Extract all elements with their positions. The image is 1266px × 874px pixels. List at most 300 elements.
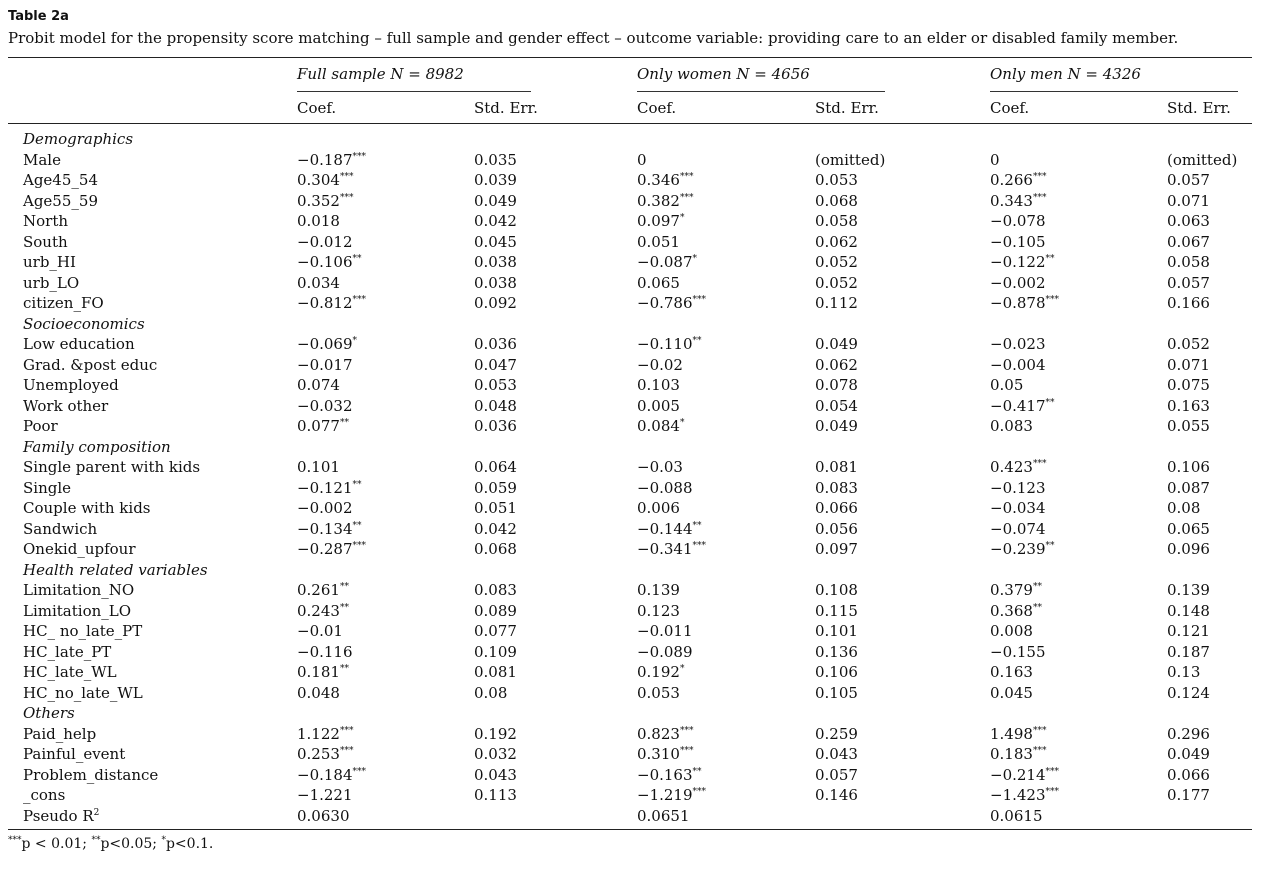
std-err-cell: 0.062 xyxy=(815,355,858,374)
row-label xyxy=(8,150,297,171)
coef-value: 0.018 xyxy=(297,212,340,230)
coef-value: −0.106 xyxy=(297,253,353,271)
coef-cell xyxy=(990,519,1167,540)
std-err-cell: 0.068 xyxy=(815,191,858,210)
row-label-text: Limitation_LO xyxy=(23,601,132,620)
coef-cell xyxy=(297,457,474,478)
coef-cell xyxy=(297,621,474,642)
coef-value: −0.214 xyxy=(990,765,1046,784)
coef-cell xyxy=(297,498,474,519)
std-err-cell: 0.042 xyxy=(474,212,517,230)
std-err-cell: (omitted) xyxy=(815,150,886,169)
coef-value: 0.343 xyxy=(990,191,1033,210)
coef-value: 0.379 xyxy=(990,581,1033,599)
coef-value: 0.084 xyxy=(637,417,680,435)
significance-stars: *** xyxy=(339,746,354,756)
coef-value: −0.121 xyxy=(297,478,353,497)
coef-cell xyxy=(990,498,1167,519)
row-label xyxy=(8,621,297,642)
std-err-cell: 0.039 xyxy=(474,171,517,189)
coef-cell xyxy=(637,765,815,786)
coef-value: −0.110 xyxy=(637,335,693,353)
std-err-cell: 0.038 xyxy=(474,253,517,271)
section-heading: Health related variables xyxy=(23,560,208,579)
col-header-se-full: Std. Err. xyxy=(474,99,538,117)
coef-cell xyxy=(637,806,815,827)
coef-cell xyxy=(297,580,474,601)
coef-cell xyxy=(297,232,474,253)
row-label-text: Sandwich xyxy=(23,519,98,538)
coef-cell xyxy=(637,621,815,642)
significance-stars: *** xyxy=(1032,725,1047,736)
row-label xyxy=(8,375,297,396)
std-err-cell: 0.068 xyxy=(474,540,517,558)
coef-value: −0.011 xyxy=(637,622,693,640)
significance-stars: *** xyxy=(352,766,367,777)
coef-value: 0.0630 xyxy=(297,806,350,825)
std-err-cell: 0.047 xyxy=(474,355,517,374)
table-row xyxy=(8,662,1252,683)
std-err-cell: 0.089 xyxy=(474,601,517,620)
coef-value: −0.002 xyxy=(990,273,1046,292)
coef-cell xyxy=(990,375,1167,396)
significance-stars: *** xyxy=(679,725,694,736)
group-rule-women xyxy=(637,91,885,92)
coef-cell xyxy=(990,806,1167,827)
coef-value: 0.051 xyxy=(637,232,680,251)
std-err-cell: 0.053 xyxy=(474,376,517,394)
std-err-cell: 0.124 xyxy=(1167,683,1210,702)
section-row xyxy=(8,560,1252,581)
row-label xyxy=(8,724,297,745)
coef-cell xyxy=(297,375,474,396)
std-err-cell: 0.166 xyxy=(1167,294,1210,312)
footnote-star-3: *** xyxy=(8,835,22,846)
row-label xyxy=(8,293,297,314)
coef-cell xyxy=(990,621,1167,642)
coef-cell xyxy=(990,211,1167,232)
coef-cell xyxy=(637,396,815,417)
coef-cell xyxy=(990,539,1167,560)
coef-value: −0.088 xyxy=(637,478,693,497)
table-row xyxy=(8,683,1252,704)
section-heading: Demographics xyxy=(23,130,134,148)
coef-value: −1.423 xyxy=(990,786,1046,804)
coef-value: −0.078 xyxy=(990,212,1046,230)
coef-cell xyxy=(637,191,815,212)
table-row xyxy=(8,498,1252,519)
table-row xyxy=(8,293,1252,314)
bottom-rule xyxy=(8,829,1252,830)
coef-value: 0.243 xyxy=(297,601,340,620)
coef-value: −1.219 xyxy=(637,786,693,804)
std-err-cell: 0.049 xyxy=(1167,745,1210,763)
coef-value: −0.087 xyxy=(637,253,693,271)
col-header-coef-women: Coef. xyxy=(637,99,677,117)
coef-cell xyxy=(637,273,815,294)
footnote-star-1: * xyxy=(161,835,166,846)
coef-value: 0.074 xyxy=(297,376,340,394)
col-header-se-men: Std. Err. xyxy=(1167,99,1231,117)
row-label-text: urb_HI xyxy=(23,253,76,271)
footnote-text-3: p<0.1. xyxy=(165,836,214,852)
std-err-cell: 0.055 xyxy=(1167,417,1210,435)
row-label xyxy=(8,539,297,560)
coef-cell xyxy=(297,252,474,273)
coef-value: 0.097 xyxy=(637,212,680,230)
std-err-cell: 0.064 xyxy=(474,458,517,476)
std-err-cell: 0.08 xyxy=(474,683,508,702)
coef-value: −0.417 xyxy=(990,396,1046,415)
std-err-cell: 0.052 xyxy=(1167,335,1210,353)
significance-stars: *** xyxy=(679,172,694,182)
significance-stars: ** xyxy=(339,582,349,592)
row-label-text: Single xyxy=(23,478,72,497)
table-row xyxy=(8,150,1252,171)
row-label-text: citizen_FO xyxy=(23,294,104,312)
significance-stars: ** xyxy=(352,254,362,264)
coef-cell xyxy=(297,150,474,171)
coef-value: −0.032 xyxy=(297,396,353,415)
coef-value: −1.221 xyxy=(297,786,353,804)
table-row xyxy=(8,539,1252,560)
std-err-cell: 0.049 xyxy=(474,191,517,210)
coef-value: −0.187 xyxy=(297,150,353,169)
row-label-text: Poor xyxy=(23,417,58,435)
std-err-cell: 0.067 xyxy=(1167,232,1210,251)
coef-value: −0.023 xyxy=(990,335,1046,353)
group-rule-full-sample xyxy=(297,91,531,92)
table-row xyxy=(8,457,1252,478)
significance-stars: *** xyxy=(339,725,354,736)
std-err-cell: 0.071 xyxy=(1167,191,1210,210)
std-err-cell: 0.057 xyxy=(1167,273,1210,292)
std-err-cell: 0.056 xyxy=(815,519,858,538)
std-err-cell: 0.032 xyxy=(474,745,517,763)
coef-cell xyxy=(990,662,1167,683)
coef-cell xyxy=(297,785,474,806)
std-err-cell xyxy=(474,806,637,827)
row-label xyxy=(8,457,297,478)
col-header-se-women: Std. Err. xyxy=(815,99,879,117)
coef-cell xyxy=(637,150,815,171)
row-label-text: HC_ no_late_PT xyxy=(23,622,143,640)
significance-stars: ** xyxy=(1045,397,1055,408)
row-label-text: Male xyxy=(23,150,61,169)
header-rule xyxy=(8,123,1252,124)
coef-cell xyxy=(297,683,474,704)
row-label xyxy=(8,519,297,540)
coef-cell xyxy=(990,785,1167,806)
coef-cell xyxy=(637,457,815,478)
row-label xyxy=(8,642,297,663)
coef-value: −0.155 xyxy=(990,642,1046,661)
std-err-cell: 0.087 xyxy=(1167,478,1210,497)
coef-value: 0.183 xyxy=(990,745,1033,763)
significance-stars: ** xyxy=(352,479,362,490)
coef-cell xyxy=(297,191,474,212)
row-label-text: Grad. &post educ xyxy=(23,355,158,374)
table-row xyxy=(8,478,1252,499)
coef-value: −0.069 xyxy=(297,335,353,353)
std-err-cell: 0.092 xyxy=(474,294,517,312)
row-label xyxy=(8,683,297,704)
row-label-sup: 2 xyxy=(93,807,100,818)
std-err-cell: 0.187 xyxy=(1167,642,1210,661)
top-rule xyxy=(8,57,1252,58)
std-err-cell: 0.036 xyxy=(474,417,517,435)
significance-stars: *** xyxy=(679,746,694,756)
table-row xyxy=(8,396,1252,417)
table-row xyxy=(8,334,1252,355)
coef-value: 0.266 xyxy=(990,171,1033,189)
std-err-cell: 0.057 xyxy=(815,765,858,784)
coef-value: −0.184 xyxy=(297,765,353,784)
coef-value: −0.012 xyxy=(297,232,353,251)
row-label-text: Paid_help xyxy=(23,724,97,743)
std-err-cell: 0.106 xyxy=(815,663,858,681)
coef-value: −0.878 xyxy=(990,294,1046,312)
coef-cell xyxy=(637,519,815,540)
row-label xyxy=(8,785,297,806)
significance-stars: * xyxy=(679,418,685,428)
row-label-text: Age55_59 xyxy=(23,191,98,210)
row-label-text: Limitation_NO xyxy=(23,581,135,599)
std-err-cell: 0.071 xyxy=(1167,355,1210,374)
coef-cell xyxy=(297,293,474,314)
coef-value: 0 xyxy=(637,150,647,169)
std-err-cell: 0.045 xyxy=(474,232,517,251)
significance-footnote xyxy=(8,836,213,852)
coef-value: 0.123 xyxy=(637,601,680,620)
coef-value: −0.004 xyxy=(990,355,1046,374)
std-err-cell: 0.121 xyxy=(1167,622,1210,640)
coef-value: 0.346 xyxy=(637,171,680,189)
table-row xyxy=(8,416,1252,437)
group-header-men: Only men N = 4326 xyxy=(990,65,1141,83)
coef-value: 0.253 xyxy=(297,745,340,763)
coef-cell xyxy=(990,170,1167,191)
coef-cell xyxy=(637,355,815,376)
coef-cell xyxy=(297,355,474,376)
section-heading: Family composition xyxy=(23,437,171,456)
section-row xyxy=(8,129,1252,150)
table-row xyxy=(8,580,1252,601)
table-row xyxy=(8,170,1252,191)
row-label xyxy=(8,232,297,253)
coef-value: −0.017 xyxy=(297,355,353,374)
table-row xyxy=(8,785,1252,806)
row-label-text: Low education xyxy=(23,335,135,353)
coef-value: 0.083 xyxy=(990,417,1033,435)
std-err-cell: 0.063 xyxy=(1167,212,1210,230)
coef-cell xyxy=(297,211,474,232)
significance-stars: * xyxy=(692,254,698,264)
coef-cell xyxy=(990,642,1167,663)
significance-stars: ** xyxy=(339,418,349,428)
coef-value: 0.05 xyxy=(990,376,1024,394)
section-row xyxy=(8,703,1252,724)
coef-value: 0.101 xyxy=(297,458,340,476)
results-table xyxy=(8,129,1252,826)
coef-cell xyxy=(637,232,815,253)
coef-cell xyxy=(297,642,474,663)
coef-value: −0.089 xyxy=(637,642,693,661)
coef-value: −0.812 xyxy=(297,294,353,312)
coef-value: −0.122 xyxy=(990,253,1046,271)
coef-value: 0.163 xyxy=(990,663,1033,681)
coef-cell xyxy=(637,662,815,683)
std-err-cell: 0.066 xyxy=(815,499,858,517)
table-row xyxy=(8,232,1252,253)
coef-cell xyxy=(990,724,1167,745)
significance-stars: ** xyxy=(1032,582,1042,592)
row-label xyxy=(8,416,297,437)
coef-value: 0.005 xyxy=(637,396,680,415)
coef-cell xyxy=(637,211,815,232)
row-label-text: North xyxy=(23,212,69,230)
row-label xyxy=(8,396,297,417)
std-err-cell: (omitted) xyxy=(1167,150,1238,169)
section-row xyxy=(8,437,1252,458)
coef-cell xyxy=(990,191,1167,212)
coef-value: −0.116 xyxy=(297,642,353,661)
row-label xyxy=(8,662,297,683)
row-label xyxy=(8,355,297,376)
coef-cell xyxy=(637,539,815,560)
significance-stars: *** xyxy=(692,295,707,305)
coef-value: 0.139 xyxy=(637,581,680,599)
std-err-cell: 0.057 xyxy=(1167,171,1210,189)
coef-cell xyxy=(637,580,815,601)
row-label-text: Age45_54 xyxy=(23,171,98,189)
significance-stars: *** xyxy=(352,541,367,551)
row-label-text: South xyxy=(23,232,68,251)
std-err-cell: 0.043 xyxy=(474,765,517,784)
group-header-full-sample: Full sample N = 8982 xyxy=(297,65,464,83)
std-err-cell: 0.259 xyxy=(815,724,858,743)
significance-stars: *** xyxy=(1045,766,1060,777)
row-label xyxy=(8,580,297,601)
table-row xyxy=(8,765,1252,786)
std-err-cell: 0.077 xyxy=(474,622,517,640)
coef-cell xyxy=(297,519,474,540)
table-row xyxy=(8,642,1252,663)
coef-value: −0.01 xyxy=(297,622,343,640)
significance-stars: ** xyxy=(1045,254,1055,264)
table-row xyxy=(8,211,1252,232)
std-err-cell: 0.148 xyxy=(1167,601,1210,620)
coef-cell xyxy=(637,375,815,396)
row-label xyxy=(8,478,297,499)
coef-cell xyxy=(637,252,815,273)
significance-stars: ** xyxy=(1045,541,1055,551)
table-row xyxy=(8,355,1252,376)
std-err-cell: 0.192 xyxy=(474,724,517,743)
std-err-cell: 0.136 xyxy=(815,642,858,661)
std-err-cell: 0.049 xyxy=(815,417,858,435)
coef-value: −0.134 xyxy=(297,519,353,538)
coef-cell xyxy=(297,334,474,355)
significance-stars: ** xyxy=(692,766,702,777)
std-err-cell: 0.105 xyxy=(815,683,858,702)
coef-value: −0.034 xyxy=(990,499,1046,517)
row-label-text: urb_LO xyxy=(23,273,80,292)
coef-cell xyxy=(297,478,474,499)
coef-value: −0.02 xyxy=(637,355,683,374)
coef-value: −0.287 xyxy=(297,540,353,558)
std-err-cell: 0.08 xyxy=(1167,499,1201,517)
coef-value: 0.077 xyxy=(297,417,340,435)
std-err-cell: 0.078 xyxy=(815,376,858,394)
row-label-text: Work other xyxy=(23,396,109,415)
std-err-cell: 0.113 xyxy=(474,786,517,804)
coef-value: 0.192 xyxy=(637,663,680,681)
coef-cell xyxy=(990,355,1167,376)
coef-value: 0.382 xyxy=(637,191,680,210)
significance-stars: *** xyxy=(692,541,707,551)
coef-cell xyxy=(990,765,1167,786)
row-label xyxy=(8,765,297,786)
coef-cell xyxy=(297,765,474,786)
table-caption: Probit model for the propensity score matching – full sample and gender effect – outcome variable: providing care to an elder or disabled family member. xyxy=(8,29,1179,47)
row-label-text: Unemployed xyxy=(23,376,119,394)
section-row xyxy=(8,314,1252,335)
coef-value: 0.310 xyxy=(637,745,680,763)
coef-cell xyxy=(990,416,1167,437)
group-rule-men xyxy=(990,91,1238,92)
coef-cell xyxy=(637,170,815,191)
std-err-cell: 0.106 xyxy=(1167,458,1210,476)
std-err-cell: 0.036 xyxy=(474,335,517,353)
coef-value: −0.786 xyxy=(637,294,693,312)
std-err-cell: 0.059 xyxy=(474,478,517,497)
std-err-cell: 0.066 xyxy=(1167,765,1210,784)
significance-stars: ** xyxy=(339,664,349,674)
std-err-cell: 0.062 xyxy=(815,232,858,251)
coef-value: 0.261 xyxy=(297,581,340,599)
coef-cell xyxy=(990,334,1167,355)
coef-cell xyxy=(297,806,474,827)
row-label-text: HC_late_PT xyxy=(23,642,112,661)
significance-stars: ** xyxy=(692,520,702,531)
table-row xyxy=(8,375,1252,396)
coef-cell xyxy=(990,252,1167,273)
significance-stars: *** xyxy=(1045,295,1060,305)
coef-value: 0.0651 xyxy=(637,806,690,825)
coef-cell xyxy=(990,273,1167,294)
coef-cell xyxy=(297,273,474,294)
row-label xyxy=(8,170,297,191)
row-label xyxy=(8,806,297,827)
col-header-coef-men: Coef. xyxy=(990,99,1030,117)
coef-cell xyxy=(990,293,1167,314)
row-label-text: _cons xyxy=(23,786,66,804)
std-err-cell: 0.139 xyxy=(1167,581,1210,599)
std-err-cell: 0.115 xyxy=(815,601,858,620)
std-err-cell: 0.101 xyxy=(815,622,858,640)
coef-value: −0.239 xyxy=(990,540,1046,558)
footnote-text-2: p<0.05; xyxy=(100,836,162,852)
coef-cell xyxy=(637,724,815,745)
coef-cell xyxy=(990,396,1167,417)
table-title: Table 2a xyxy=(8,9,69,24)
coef-value: 0 xyxy=(990,150,1000,169)
std-err-cell: 0.038 xyxy=(474,273,517,292)
coef-value: 0.368 xyxy=(990,601,1033,620)
std-err-cell: 0.065 xyxy=(1167,519,1210,538)
std-err-cell: 0.13 xyxy=(1167,663,1201,681)
